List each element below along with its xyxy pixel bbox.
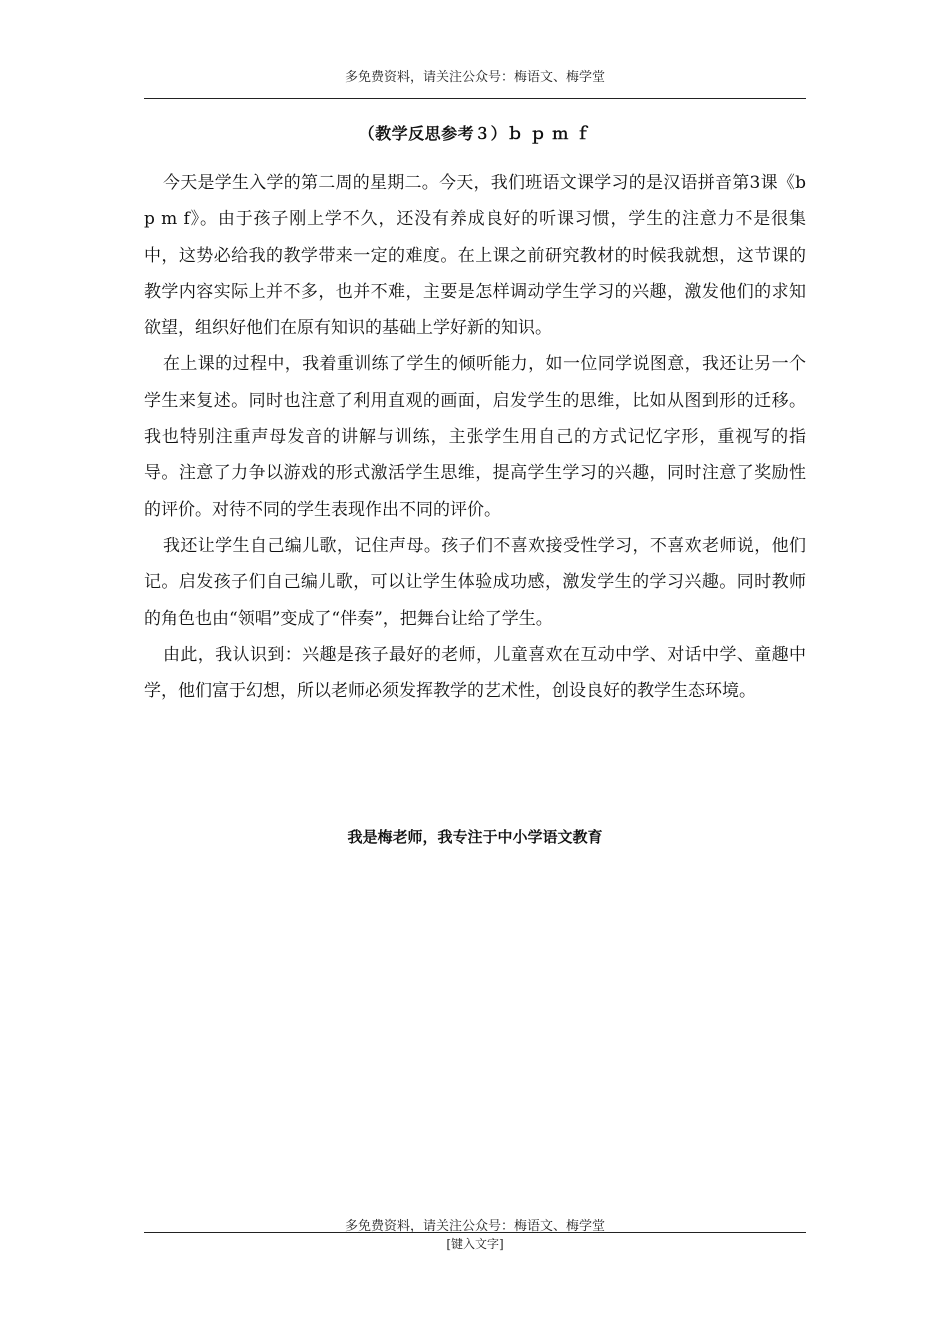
page-header-text: 多免费资料，请关注公众号：梅语文、梅学堂 <box>344 70 605 85</box>
body-paragraph-3: 我还让学生自己编儿歌，记住声母。孩子们不喜欢接受性学习，不喜欢老师说，他们记。启发孩子们自己编儿歌，可以让学生体验成功感，激发学生的学习兴趣。同时教师的角色也由“领唱”变成了“伴奏”，把舞台让给了学生。 <box>144 535 806 629</box>
footer-placeholder-text[interactable]: [键入文字] <box>446 1237 504 1251</box>
header-divider <box>144 98 806 99</box>
document-body <box>144 165 806 709</box>
body-paragraph-4: 由此，我认识到：兴趣是孩子最好的老师，儿童喜欢在互动中学、对话中学、童趣中学，他们富于幻想，所以老师必须发挥教学的艺术性，创设良好的教学生态环境。 <box>144 644 806 702</box>
footer-divider <box>144 1232 806 1233</box>
body-paragraph-2: 在上课的过程中，我着重训练了学生的倾听能力，如一位同学说图意，我还让另一个学生来复述。同时也注意了利用直观的画面，启发学生的思维，比如从图到形的迁移。我也特别注重声母发音的讲解与训练，主张学生用自己的方式记忆字形，重视写的指导。注意了力争以游戏的形式激活学生思维，提高学生学习的兴趣，同时注意了奖励性的评价。对待不同的学生表现作出不同的评价。 <box>144 354 806 520</box>
body-paragraph-1: 今天是学生入学的第二周的星期二。今天，我们班语文课学习的是汉语拼音第3课《b p m f》。由于孩子刚上学不久，还没有养成良好的听课习惯，学生的注意力不是很集中，这势必给我的教学带来一定的难度。在上课之前研究教材的时候我就想，这节课的教学内容实际上并不多，也并不难，主要是怎样调动学生学习的兴趣，激发他们的求知欲望，组织好他们在原有知识的基础上学好新的知识。 <box>144 173 806 339</box>
document-title: （教学反思参考３）ｂ ｐ ｍ ｆ <box>358 124 592 143</box>
closing-statement: 我是梅老师，我专注于中小学语文教育 <box>347 828 603 846</box>
page-footer-text: 多免费资料，请关注公众号：梅语文、梅学堂 <box>344 1219 605 1234</box>
